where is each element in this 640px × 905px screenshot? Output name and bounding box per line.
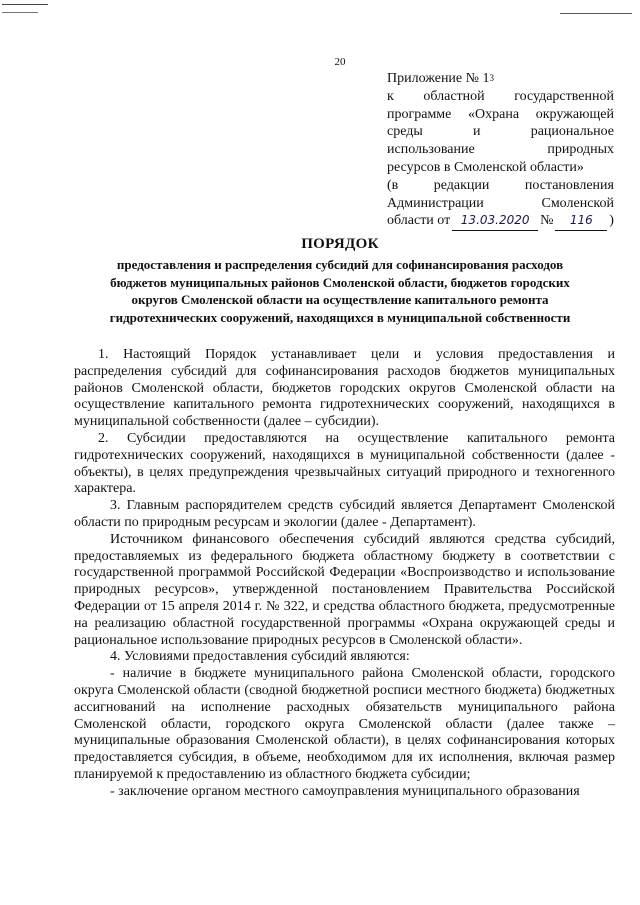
paragraph-4: 4. Условиями предоставления субсидий являются:: [110, 649, 410, 665]
appendix-line: [387, 195, 614, 213]
appendix-line: [387, 88, 614, 106]
appendix-word: программе: [387, 106, 452, 122]
appendix-word: «Охрана: [468, 106, 520, 122]
appendix-word: использование: [387, 142, 475, 158]
appendix-word: рациональное: [530, 124, 614, 140]
appendix-block: [387, 70, 614, 231]
appendix-date-prefix: области от: [387, 213, 451, 229]
paragraph-1: 1. Настоящий Порядок устанавливает цели и условия предоставления и распределения субсидий для софинансирования расходов бюджетов муниципальных районов Смоленской области, бюджетов городских округов Смоленской области на осуществление капитального ремонта гидротехнических сооружений, находящихся в муниципальной собственности (далее – субсидии).: [74, 347, 615, 430]
appendix-line: [387, 106, 614, 124]
document-title: ПОРЯДОК: [301, 236, 379, 252]
appendix-word: Смоленской: [541, 195, 614, 211]
appendix-word: государственной: [514, 88, 614, 104]
subtitle-line: округов Смоленской области на осуществление капитального ремонта: [131, 292, 549, 307]
scan-mark-top-left-2: [2, 12, 38, 13]
subtitle-line: гидротехнических сооружений, находящихся в муниципальной собственности: [109, 309, 571, 325]
paragraph-funding-source: Источником финансового обеспечения субсидий являются средства субсидий, предоставляемых из федерального бюджета областному бюджету в соответствии с государственной программой Российской Федерации «Воспроизводство и использование природных ресурсов», утвержденной постановлением Правительства Российской Федерации от 15 апреля 2014 г. № 322, и средства областного бюджета, предусмотренные на реализацию областной государственной программы «Охрана окружающей среды и рациональное использование природных ресурсов в Смоленской области».: [74, 531, 615, 648]
appendix-word: и: [473, 124, 481, 140]
appendix-word: окружающей: [535, 106, 614, 122]
appendix-label: Приложение № 1: [387, 71, 490, 86]
appendix-word: природных: [547, 142, 614, 158]
page-number: 20: [334, 56, 346, 68]
number-sign: №: [540, 213, 554, 229]
appendix-line: [387, 159, 614, 177]
appendix-date-line: [387, 212, 614, 231]
appendix-line: [387, 123, 614, 141]
appendix-word: постановления: [524, 177, 614, 193]
appendix-word: к: [387, 88, 394, 104]
scan-mark-top-right: [560, 13, 632, 14]
handwritten-date: 13.03.2020: [452, 212, 538, 231]
appendix-word: Администрации: [387, 195, 484, 211]
document-subtitle: [66, 256, 614, 326]
appendix-line: [387, 177, 614, 195]
scan-mark-top-left: [2, 4, 48, 5]
handwritten-number: 116: [555, 212, 607, 231]
paragraph-2: 2. Субсидии предоставляются на осуществление капитального ремонта гидротехнических сооружений, находящихся в муниципальной собственности (далее - объекты), в целях предупреждения чрезвычайных ситуаций природного и техногенного характера.: [74, 430, 615, 497]
paragraph-3: 3. Главным распорядителем средств субсидий является Департамент Смоленской области по природным ресурсам и экологии (далее - Департамент).: [74, 498, 615, 530]
close-paren: ): [609, 213, 614, 229]
paragraph-condition-1: - наличие в бюджете муниципального района Смоленской области, городского округа Смоленской области (сводной бюджетной росписи местного бюджета) бюджетных ассигнований на исполнение расходных обязательств муниципального района Смоленской области, городского округа Смоленской области (далее также – муниципальные образования Смоленской области), в целях софинансирования которых предоставляется субсидия, в объеме, необходимом для их исполнения, включая размер планируемой к предоставлению из областного бюджета субсидии;: [74, 666, 615, 782]
appendix-word: областной: [423, 88, 485, 104]
appendix-word: ресурсов в Смоленской области»: [387, 159, 584, 175]
appendix-word: среды: [387, 124, 423, 140]
paragraph-condition-2: - заключение органом местного самоуправления муниципального образования: [110, 783, 580, 799]
subtitle-line: предоставления и распределения субсидий для софинансирования расходов: [116, 257, 564, 272]
appendix-line: [387, 141, 614, 159]
appendix-word: (в: [387, 177, 399, 193]
document-body: [74, 347, 615, 801]
appendix-superscript: 3: [489, 73, 494, 83]
appendix-line: [387, 70, 614, 88]
subtitle-line: бюджетов муниципальных районов Смоленской области, бюджетов городских: [110, 274, 570, 290]
appendix-word: редакции: [433, 177, 490, 193]
